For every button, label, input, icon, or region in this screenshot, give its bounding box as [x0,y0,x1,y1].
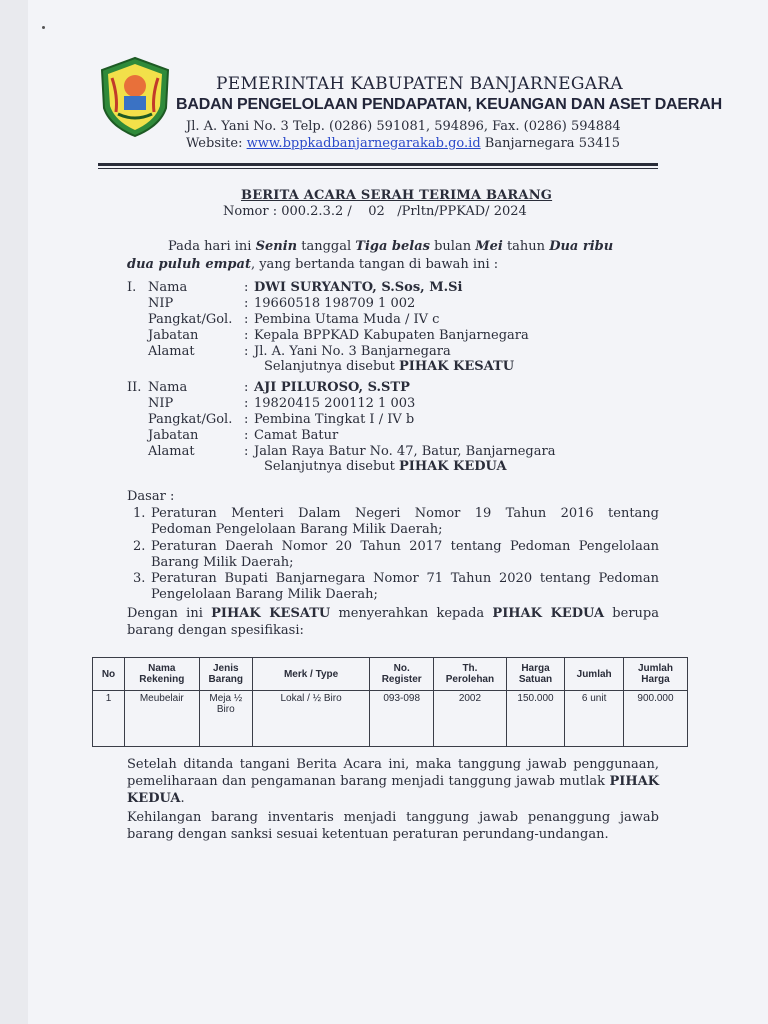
party2-label-nama: Nama [148,380,188,395]
closing-paragraph-1: Setelah ditanda tangani Berita Acara ini, maka tanggung jawab penggunaan, pemeliharaan dan pengamanan barang menjadi tanggung jawab mutlak PIHAK KEDUA. [127,757,659,806]
column-header: Jumlah Harga [623,658,687,691]
basis-item-2-line-1: Peraturan Daerah Nomor 20 Tahun 2017 tentang Pedoman Pengelolaan [151,539,659,554]
party2-label-jabatan: Jabatan [148,428,199,443]
party1-label-nip: NIP [148,296,174,311]
party2-rank: Pembina Tingkat I / IV b [254,412,415,427]
document-title: BERITA ACARA SERAH TERIMA BARANG [241,188,553,203]
party2-number: II. [127,380,142,395]
table-cell: Meja ½ Biro [199,691,252,747]
handover-line-1: Dengan ini PIHAK KESATU menyerahkan kepada PIHAK KEDUA berupa [127,606,659,621]
party2-address: Jalan Raya Batur No. 47, Batur, Banjarnegara [254,444,556,459]
table-cell: 6 unit [565,691,624,747]
party1-designation: Selanjutnya disebut PIHAK KESATU [264,359,515,374]
basis-item-3-line-1: Peraturan Bupati Banjarnegara Nomor 71 Tahun 2020 tentang Pedoman [151,571,659,586]
party2-label-pangkat: Pangkat/Gol. [148,412,233,427]
table-row [93,691,688,747]
colon: : [244,444,249,459]
colon: : [244,380,249,395]
basis-item-1-line-1: Peraturan Menteri Dalam Negeri Nomor 19 Tahun 2016 tentang [151,506,659,521]
party1-nip: 19660518 198709 1 002 [254,296,416,311]
basis-heading: Dasar : [127,489,175,504]
basis-item-number: 1. [133,506,146,521]
colon: : [244,396,249,411]
colon: : [244,412,249,427]
letterhead-rule-thick [98,163,658,166]
letterhead-rule-thin [98,168,658,169]
table-cell: 093-098 [370,691,434,747]
party2-designation: Selanjutnya disebut PIHAK KEDUA [264,459,507,474]
closing-paragraph-2: Kehilangan barang inventaris menjadi tanggung jawab penanggung jawab barang dengan sanksi sesuai ketentuan peraturan perundang-undangan. [127,810,659,842]
basis-item-number: 2. [133,539,146,554]
basis-item-3-line-2: Pengelolaan Barang Milik Daerah; [151,587,378,602]
party2-name: AJI PILUROSO, S.STP [254,380,410,395]
table-cell: Lokal / ½ Biro [252,691,369,747]
agency-name: BADAN PENGELOLAAN PENDAPATAN, KEUANGAN DAN ASET DAERAH [176,96,722,113]
items-table [92,657,688,747]
party2-label-alamat: Alamat [148,444,195,459]
column-header: Harga Satuan [506,658,565,691]
colon: : [244,312,249,327]
document-number: Nomor : 000.2.3.2 / 02 /Prltn/PPKAD/ 2024 [223,204,527,219]
agency-website-line [186,136,620,151]
party1-rank: Pembina Utama Muda / IV c [254,312,440,327]
party2-position: Camat Batur [254,428,339,443]
basis-item-2-line-2: Barang Milik Daerah; [151,555,294,570]
column-header: No. Register [370,658,434,691]
city-postcode: Banjarnegara 53415 [484,136,621,151]
party1-label-nama: Nama [148,280,188,295]
colon: : [244,280,249,295]
party1-number: I. [127,280,137,295]
website-link[interactable]: www.bppkadbanjarnegarakab.go.id [246,136,481,151]
colon: : [244,344,249,359]
table-cell: 900.000 [623,691,687,747]
party2-nip: 19820415 200112 1 003 [254,396,416,411]
party1-label-jabatan: Jabatan [148,328,199,343]
column-header: Nama Rekening [124,658,199,691]
party1-position: Kepala BPPKAD Kabupaten Banjarnegara [254,328,529,343]
party1-label-alamat: Alamat [148,344,195,359]
party1-label-pangkat: Pangkat/Gol. [148,312,233,327]
basis-item-1-line-2: Pedoman Pengelolaan Barang Milik Daerah; [151,522,443,537]
column-header: Jenis Barang [199,658,252,691]
regency-emblem-icon [98,56,172,138]
website-label: Website: [186,136,243,151]
table-cell: Meubelair [124,691,199,747]
column-header: Merk / Type [252,658,369,691]
colon: : [244,328,249,343]
party1-address: Jl. A. Yani No. 3 Banjarnegara [254,344,451,359]
table-cell: 2002 [434,691,507,747]
table-cell: 150.000 [506,691,565,747]
column-header: Th. Perolehan [434,658,507,691]
table-cell: 1 [93,691,125,747]
colon: : [244,428,249,443]
opening-line-2: dua puluh empat, yang bertanda tangan di bawah ini : [127,257,499,272]
opening-line-1: Pada hari ini Senin tanggal Tiga belas bulan Mei tahun Dua ribu [168,239,614,254]
handover-line-2: barang dengan spesifikasi: [127,623,304,638]
party2-label-nip: NIP [148,396,174,411]
colon: : [244,296,249,311]
scan-speck [42,26,45,29]
table-header-row [93,658,688,691]
column-header: No [93,658,125,691]
party1-name: DWI SURYANTO, S.Sos, M.Si [254,280,463,295]
gov-name: PEMERINTAH KABUPATEN BANJARNEGARA [216,74,623,94]
column-header: Jumlah [565,658,624,691]
agency-address: Jl. A. Yani No. 3 Telp. (0286) 591081, 594896, Fax. (0286) 594884 [186,119,621,134]
basis-item-number: 3. [133,571,146,586]
